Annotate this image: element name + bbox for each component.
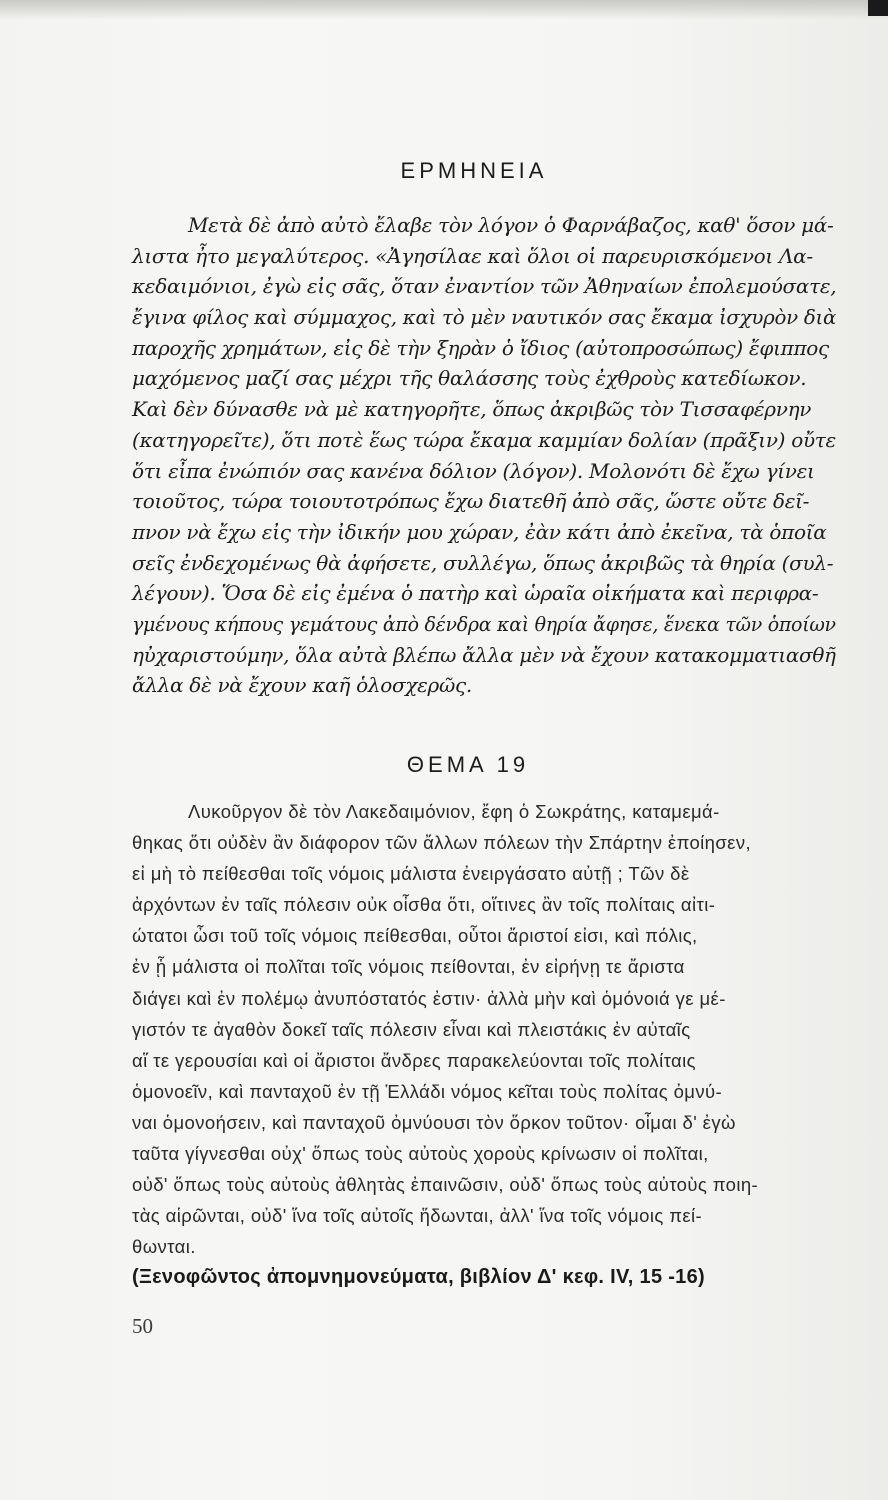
text-line: ηὐχαριστούμην, ὅλα αὐτὰ βλέπω ἄλλα μὲν νὰ ἔχουν κατακομματιασθῆ — [132, 642, 836, 667]
text-line: εἰ μὴ τὸ πείθεσθαι τοῖς νόμοις μάλιστα ἐνειργάσατο αὐτῇ ; Τῶν δὲ — [132, 863, 690, 885]
text-line: Μετὰ δὲ ἀπὸ αὐτὸ ἔλαβε τὸν λόγον ὁ Φαρνάβαζος, καθ' ὅσον μά- — [188, 213, 834, 237]
text-line: ὅτι εἶπα ἐνώπιόν σας κανένα δόλιον (λόγον). Μολονότι δὲ ἔχω γίνει — [132, 458, 815, 483]
text-line: θηκας ὅτι οὐδὲν ἂν διάφορον τῶν ἄλλων πόλεων τὴν Σπάρτην ἐποίησεν, — [132, 832, 752, 854]
source-citation: (Ξενοφῶντος ἀπομνημονεύματα, βιβλίον Δ' κεφ. IV, 15 -16) — [132, 1266, 705, 1288]
text-line: ὁμονοεῖν, καὶ πανταχοῦ ἐν τῇ Ἑλλάδι νόμος κεῖται τοὺς πολίτας ὀμνύ- — [132, 1080, 723, 1102]
text-line: ναι ὁμονοήσειν, καὶ πανταχοῦ ὀμνύουσι τὸν ὅρκον τοῦτον· οἶμαι δ' ἐγὼ — [132, 1111, 736, 1133]
ancient-text — [132, 796, 836, 1262]
text-line: (κατηγορεῖτε), ὅτι ποτὲ ἕως τώρα ἔκαμα καμμίαν δολίαν (πρᾶξιν) οὔτε — [132, 427, 836, 452]
text-line: διάγει καὶ ἐν πολέμῳ ἀνυπόστατός ἐστιν· ἀλλὰ μὴν καὶ ὁμόνοιά γε μέ- — [132, 987, 726, 1009]
text-line: ἐν ᾗ μάλιστα οἱ πολῖται τοῖς νόμοις πείθονται, ἐν εἰρήνῃ τε ἄριστα — [132, 956, 685, 978]
text-line: ώτατοι ὦσι τοῦ τοῖς νόμοις πείθεσθαι, οὗτοι ἄριστοί εἰσι, καὶ πόλις, — [132, 925, 698, 947]
text-line: ταῦτα γίγνεσθαι οὐχ' ὅπως τοὺς αὐτοὺς χοροὺς κρίνωσιν οἱ πολῖται, — [132, 1143, 709, 1165]
text-line: θωνται. — [132, 1236, 196, 1258]
text-line: οὐδ' ὅπως τοὺς αὐτοὺς ἀθλητὰς ἐπαινῶσιν, οὐδ' ὅπως τοὺς αὐτοὺς ποιη- — [132, 1174, 759, 1196]
page-number: 50 — [132, 1314, 153, 1338]
text-line: τοιοῦτος, τώρα τοιουτοτρόπως ἔχω διατεθῆ ἀπὸ σᾶς, ὥστε οὔτε δεῖ- — [132, 489, 810, 514]
text-line: γιστόν τε ἀγαθὸν δοκεῖ ταῖς πόλεσιν εἶναι καὶ πλειστάκις ἐν αὐταῖς — [132, 1018, 691, 1040]
text-line: κεδαιμόνιοι, ἐγὼ εἰς σᾶς, ὅταν ἐναντίον τῶν Ἀθηναίων ἐπολεμούσατε, — [132, 274, 837, 299]
text-line: αἵ τε γερουσίαι καὶ οἱ ἄριστοι ἄνδρες παρακελεύονται τοῖς πολίταις — [132, 1049, 696, 1071]
text-line: Λυκοῦργον δὲ τὸν Λακεδαιμόνιον, ἔφη ὁ Σωκράτης, καταμεμά- — [188, 801, 720, 822]
translation-text — [132, 210, 836, 701]
text-line: γμένους κήπους γεμάτους ἀπὸ δένδρα καὶ θηρία ἄφησε, ἕνεκα τῶν ὁποίων — [132, 611, 836, 636]
page-top-shadow — [0, 0, 888, 20]
text-line: Καὶ δὲν δύνασθε νὰ μὲ κατηγορῆτε, ὅπως ἀκριβῶς τὸν Τισσαφέρνην — [132, 397, 812, 422]
text-line: τὰς αἱρῶνται, οὐδ' ἵνα τοῖς αὐτοῖς ἥδωνται, ἀλλ' ἵνα τοῖς νόμοις πεί- — [132, 1205, 703, 1227]
heading-theme: ΘΕΜΑ 19 — [406, 752, 530, 777]
text-line: μαχόμενος μαζί σας μέχρι τῆς θαλάσσης τοὺς ἐχθροὺς κατεδίωκον. — [132, 366, 807, 391]
text-line: λιστα ἦτο μεγαλύτερος. «Ἀγησίλαε καὶ ὅλοι οἱ παρευρισκόμενοι Λα- — [132, 243, 813, 268]
text-line: πνον νὰ ἔχω εἰς τὴν ἰδικήν μου χώραν, ἐὰν κάτι ἀπὸ ἐκεῖνα, τὰ ὁποῖα — [132, 519, 827, 544]
text-line: ἔγινα φίλος καὶ σύμμαχος, καὶ τὸ μὲν ναυτικόν σας ἔκαμα ἰσχυρὸν διὰ — [132, 305, 837, 330]
text-line: λέγουν). Ὅσα δὲ εἰς ἐμένα ὁ πατὴρ καὶ ὡραῖα οἰκήματα καὶ περιφρα- — [132, 581, 819, 606]
heading-translation: ΕΡΜΗΝΕΙΑ — [400, 158, 548, 183]
text-line: σεῖς ἐνδεχομένως θὰ ἀφήσετε, συλλέγω, ὅπως ἀκριβῶς τὰ θηρία (συλ- — [132, 550, 834, 575]
text-line: ἀρχόντων ἐν ταῖς πόλεσιν οὐκ οἶσθα ὅτι, οἵτινες ἂν τοῖς πολίταις αἰτι- — [132, 894, 716, 916]
text-line: παροχῆς χρημάτων, εἰς δὲ τὴν ξηρὰν ὁ ἴδιος (αὐτοπροσώπως) ἔφιππος — [132, 335, 829, 360]
text-line: ἄλλα δὲ νὰ ἔχουν καῆ ὁλοσχερῶς. — [132, 673, 472, 698]
page-corner-shadow — [868, 0, 888, 16]
